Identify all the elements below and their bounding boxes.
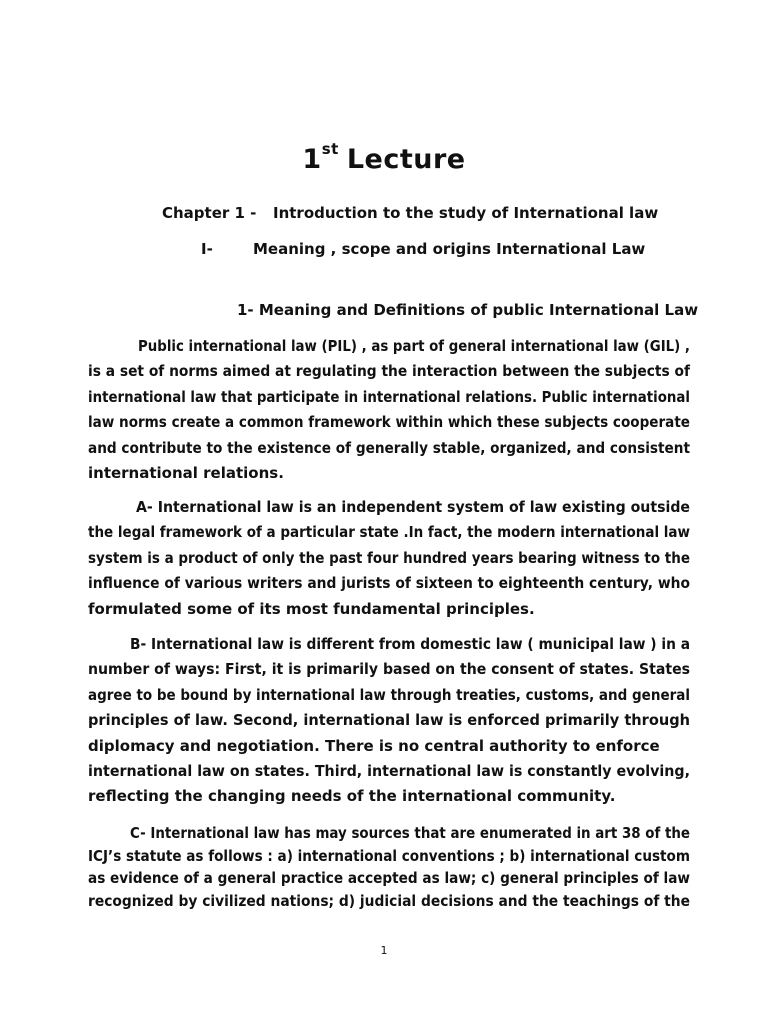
paragraph-line: B- International law is different from domestic law ( municipal law ) in a (130, 635, 690, 653)
paragraph-line: formulated some of its most fundamental principles. (88, 599, 535, 618)
page-title (0, 140, 768, 175)
chapter-label: Chapter 1 - (162, 204, 257, 222)
paragraph-line: diplomacy and negotiation. There is no central authority to enforce (88, 736, 660, 755)
paragraph-line: number of ways: First, it is primarily based on the consent of states. States (88, 660, 690, 679)
paragraph-line: international law that participate in international relations. Public international (88, 387, 690, 406)
paragraph-line: and contribute to the existence of generally stable, organized, and consistent (88, 438, 690, 457)
paragraph-line: C- International law has may sources that are enumerated in art 38 of the (130, 824, 690, 842)
paragraph-line: law norms create a common framework within which these subjects cooperate (88, 413, 690, 432)
section-label: I- (201, 240, 213, 258)
section-heading (201, 240, 213, 258)
title-superscript: st (321, 140, 339, 158)
paragraph-line: influence of various writers and jurists of sixteen to eighteenth century, who (88, 574, 690, 593)
paragraph-line: international relations. (88, 464, 284, 483)
paragraph-line: as evidence of a general practice accepted as law; c) general principles of law (88, 869, 690, 887)
paragraph-line: recognized by civilized nations; d) judicial decisions and the teachings of the (88, 891, 690, 910)
subsection-heading: 1- Meaning and Definitions of public International Law (237, 301, 699, 319)
page-number: 1 (380, 944, 388, 957)
paragraph-line: ICJ’s statute as follows : a) international conventions ; b) international custom (88, 846, 690, 865)
paragraph-line: is a set of norms aimed at regulating the interaction between the subjects of (88, 362, 690, 381)
paragraph-line: system is a product of only the past four hundred years bearing witness to the (88, 548, 690, 567)
paragraph-line: Public international law (PIL) , as part of general international law (GIL) , (138, 337, 690, 355)
paragraph-line: reflecting the changing needs of the international community. (88, 787, 616, 806)
paragraph-line: agree to be bound by international law through treaties, customs, and general (88, 685, 690, 704)
paragraph-c (88, 822, 690, 912)
paragraph-a (88, 495, 690, 622)
chapter-heading (162, 204, 256, 222)
paragraph-line: A- International law is an independent system of law existing outside (136, 498, 690, 516)
paragraph-b (88, 632, 690, 810)
section-text: Meaning , scope and origins International Law (253, 240, 646, 258)
paragraph-line: the legal framework of a particular state .In fact, the modern international law (88, 523, 690, 542)
title-number: 1 (302, 144, 322, 175)
chapter-heading-text-wrap (273, 204, 658, 222)
paragraph-line: international law on states. Third, international law is constantly evolving, (88, 762, 690, 781)
title-word: Lecture (346, 144, 466, 175)
chapter-text: Introduction to the study of International law (273, 204, 659, 222)
section-heading-text-wrap (253, 240, 645, 258)
paragraph-intro (88, 334, 690, 486)
paragraph-line: principles of law. Second, international law is enforced primarily through (88, 711, 690, 730)
